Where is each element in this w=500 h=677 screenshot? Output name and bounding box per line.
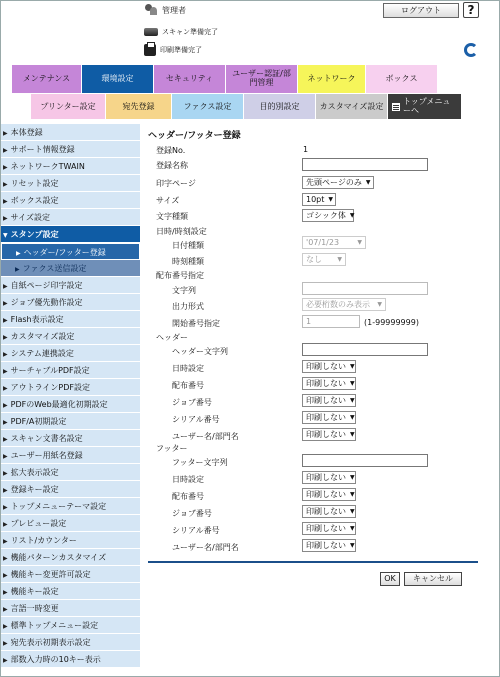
arrow-right-icon: ▶ (3, 623, 8, 630)
dropdown-arrow-icon: ▼ (350, 474, 355, 481)
time-type-select[interactable]: なし ▼ (302, 253, 346, 266)
start-input[interactable]: 1 (302, 315, 360, 328)
time-type-label: 時刻種類 (172, 257, 204, 266)
format-select[interactable]: 必要桁数のみ表示 ▼ (302, 298, 386, 311)
header-section-label: ヘッダー (156, 333, 188, 342)
divider (148, 561, 478, 563)
user-icon (144, 4, 158, 16)
subtab-fax[interactable]: ファクス設定 (172, 94, 244, 119)
arrow-right-icon: ▶ (3, 538, 8, 545)
tab-maintenance[interactable]: メンテナンス (12, 65, 82, 93)
arrow-right-icon: ▶ (3, 606, 8, 613)
size-select[interactable]: 10pt ▼ (302, 193, 336, 206)
footer-text-label: フッター文字列 (172, 458, 228, 467)
tab-network[interactable]: ネットワーク (298, 65, 366, 93)
print-status (144, 44, 202, 56)
arrow-right-icon: ▶ (3, 368, 8, 375)
sidebar-item[interactable]: ▶ 機能キー変更許可設定 (1, 566, 140, 583)
sidebar-item[interactable]: ▶ ネットワークTWAIN (1, 158, 140, 175)
arrow-right-icon: ▶ (3, 385, 8, 392)
sidebar-item[interactable]: ▶ カスタマイズ設定 (1, 328, 140, 345)
sidebar-item[interactable]: ▶ プレビュー設定 (1, 515, 140, 532)
sidebar-item[interactable]: ▶ サーチャブルPDF設定 (1, 362, 140, 379)
sidebar-item[interactable]: ▶ 宛先表示初期表示設定 (1, 634, 140, 651)
dropdown-arrow-icon: ▼ (350, 363, 355, 370)
cancel-button[interactable]: キャンセル (404, 572, 462, 586)
arrow-right-icon: ▶ (16, 250, 21, 257)
footer-serial-label: シリアル番号 (172, 526, 220, 535)
arrow-right-icon: ▶ (3, 453, 8, 460)
arrow-right-icon: ▶ (3, 487, 8, 494)
arrow-right-icon: ▶ (3, 283, 8, 290)
header-dist-label: 配布番号 (172, 381, 204, 390)
sidebar-item-stamp[interactable]: ▼ スタンプ設定 (1, 226, 140, 243)
page-title: ヘッダー/フッター登録 (148, 131, 241, 141)
arrow-right-icon: ▶ (3, 164, 8, 171)
arrow-right-icon: ▶ (3, 351, 8, 358)
footer-user-label: ユーザー名/部門名 (172, 543, 239, 552)
sidebar-item[interactable]: ▶ PDF/A初期設定 (1, 413, 140, 430)
sidebar (1, 124, 140, 668)
footer-serial-select[interactable]: 印刷しない ▼ (302, 522, 356, 535)
arrow-right-icon: ▶ (3, 215, 8, 222)
help-button[interactable]: ? (463, 2, 479, 18)
scan-status-text: スキャン準備完了 (162, 28, 218, 36)
arrow-right-icon: ▶ (3, 198, 8, 205)
sidebar-item[interactable]: ▶ アウトラインPDF設定 (1, 379, 140, 396)
arrow-right-icon: ▶ (3, 147, 8, 154)
sidebar-item[interactable]: ▶ ジョブ優先動作設定 (1, 294, 140, 311)
sidebar-item[interactable]: ▶ 自紙ページ印字設定 (1, 277, 140, 294)
header-serial-label: シリアル番号 (172, 415, 220, 424)
header-text-label: ヘッダー文字列 (172, 347, 228, 356)
sidebar-item[interactable]: ▶ PDFのWeb最適化初期設定 (1, 396, 140, 413)
sidebar-item[interactable]: ▶ サイズ設定 (1, 209, 140, 226)
size-label: サイズ (156, 196, 180, 205)
dropdown-arrow-icon: ▼ (365, 179, 371, 186)
arrow-right-icon: ▶ (3, 657, 8, 664)
ok-button[interactable]: OK (380, 572, 400, 586)
footer-job-select[interactable]: 印刷しない ▼ (302, 505, 356, 518)
arrow-right-icon: ▶ (15, 266, 20, 273)
sidebar-item[interactable]: ▶ 拡大表示設定 (1, 464, 140, 481)
arrow-right-icon: ▶ (3, 504, 8, 511)
sidebar-item[interactable]: ▶ リセット設定 (1, 175, 140, 192)
subtab-address[interactable]: 宛先登録 (106, 94, 172, 119)
main-tabs (12, 65, 438, 93)
header-datetime-select[interactable]: 印刷しない ▼ (302, 360, 356, 373)
reg-name-input[interactable] (302, 158, 428, 171)
sidebar-item[interactable]: ▶ 標準トップメニュー設定 (1, 617, 140, 634)
dist-section-label: 配布番号指定 (156, 271, 204, 280)
date-type-label: 日付種類 (172, 241, 204, 250)
header-dist-select[interactable]: 印刷しない ▼ (302, 377, 356, 390)
dropdown-arrow-icon: ▼ (350, 380, 355, 387)
arrow-right-icon: ▶ (3, 589, 8, 596)
tab-user-auth[interactable]: ユーザー認証/部門管理 (226, 65, 298, 93)
menu-icon (392, 103, 400, 111)
dropdown-arrow-icon: ▼ (350, 525, 355, 532)
date-type-select[interactable]: '07/1/23 ▼ (302, 236, 366, 249)
sidebar-item[interactable]: ▶ Flash表示設定 (1, 311, 140, 328)
sidebar-item[interactable]: ▶ 機能パターンカスタマイズ (1, 549, 140, 566)
dropdown-arrow-icon: ▼ (350, 508, 355, 515)
footer-section-label: フッター (156, 444, 188, 453)
footer-user-select[interactable]: 印刷しない ▼ (302, 539, 356, 552)
header-user-select[interactable]: 印刷しない ▼ (302, 428, 356, 441)
dropdown-arrow-icon: ▼ (350, 397, 355, 404)
footer-dist-label: 配布番号 (172, 492, 204, 501)
sidebar-item[interactable]: ▶ 機能キー設定 (1, 583, 140, 600)
print-page-select[interactable]: 先頭ページのみ ▼ (302, 176, 374, 189)
header-job-select[interactable]: 印刷しない ▼ (302, 394, 356, 407)
reg-no-label: 登録No. (156, 146, 186, 155)
datetime-section-label: 日時/時刻設定 (156, 227, 207, 236)
sidebar-subitem-header-footer[interactable]: ▶ ヘッダー/フッター登録 (1, 243, 140, 260)
sidebar-item[interactable]: ▶ リスト/カウンター (1, 532, 140, 549)
start-label: 開始番号指定 (172, 319, 220, 328)
dropdown-arrow-icon: ▼ (337, 256, 342, 263)
chars-input[interactable] (302, 282, 428, 295)
logout-button[interactable]: ログアウト (383, 3, 459, 18)
arrow-right-icon: ▶ (3, 402, 8, 409)
sidebar-item[interactable]: ▶ 登録キー設定 (1, 481, 140, 498)
refresh-icon[interactable] (464, 43, 478, 57)
tab-box[interactable]: ボックス (366, 65, 438, 93)
sub-tabs (31, 94, 462, 119)
sidebar-item[interactable]: ▶ スキャン文書名設定 (1, 430, 140, 447)
sidebar-item[interactable]: ▶ システム連携設定 (1, 345, 140, 362)
scanner-icon (144, 28, 158, 36)
dropdown-arrow-icon: ▼ (350, 542, 355, 549)
sidebar-subitem-fax-send[interactable]: ▶ ファクス送信設定 (1, 260, 140, 277)
start-range: (1-99999999) (364, 318, 419, 327)
tab-security[interactable]: セキュリティ (154, 65, 226, 93)
arrow-down-icon: ▼ (3, 232, 8, 239)
print-status-text: 印刷準備完了 (160, 46, 202, 54)
subtab-customize[interactable]: カスタマイズ設定 (316, 94, 388, 119)
arrow-right-icon: ▶ (3, 470, 8, 477)
dropdown-arrow-icon: ▼ (349, 212, 355, 219)
footer-text-input[interactable] (302, 454, 428, 467)
footer-job-label: ジョブ番号 (172, 509, 212, 518)
font-select[interactable]: ゴシック体 ▼ (302, 209, 354, 222)
arrow-right-icon: ▶ (3, 419, 8, 426)
sidebar-item[interactable]: ▶ 本体登録 (1, 124, 140, 141)
reg-no-value: 1 (303, 145, 309, 154)
sidebar-item[interactable]: ▶ ユーザー用紙名登録 (1, 447, 140, 464)
scan-status (144, 27, 218, 37)
arrow-right-icon: ▶ (3, 130, 8, 137)
arrow-right-icon: ▶ (3, 572, 8, 579)
header-serial-select[interactable]: 印刷しない ▼ (302, 411, 356, 424)
arrow-right-icon: ▶ (3, 300, 8, 307)
sidebar-item[interactable]: ▶ サポート情報登録 (1, 141, 140, 158)
arrow-right-icon: ▶ (3, 181, 8, 188)
format-label: 出力形式 (172, 302, 204, 311)
user-info (144, 4, 186, 16)
arrow-right-icon: ▶ (3, 436, 8, 443)
printer-icon (144, 44, 156, 56)
dropdown-arrow-icon: ▼ (350, 414, 355, 421)
sidebar-item[interactable]: ▶ ボックス設定 (1, 192, 140, 209)
header-datetime-label: 日時設定 (172, 364, 204, 373)
arrow-right-icon: ▶ (3, 521, 8, 528)
header-text-input[interactable] (302, 343, 428, 356)
header-user-label: ユーザー名/部門名 (172, 432, 239, 441)
subtab-printer[interactable]: プリンター設定 (31, 94, 106, 119)
dropdown-arrow-icon: ▼ (328, 196, 334, 203)
user-label: 管理者 (162, 5, 186, 15)
dropdown-arrow-icon: ▼ (350, 431, 355, 438)
sidebar-item[interactable]: ▶ 言語一時変更 (1, 600, 140, 617)
dropdown-arrow-icon: ▼ (350, 491, 355, 498)
top-menu-button[interactable] (388, 94, 462, 119)
top-menu-label: トップメニューへ (402, 97, 451, 115)
tab-environment[interactable]: 環境設定 (82, 65, 154, 93)
arrow-right-icon: ▶ (3, 317, 8, 324)
footer-datetime-label: 日時設定 (172, 475, 204, 484)
reg-name-label: 登録名称 (156, 161, 188, 170)
arrow-right-icon: ▶ (3, 640, 8, 647)
font-label: 文字種類 (156, 212, 188, 221)
arrow-right-icon: ▶ (3, 555, 8, 562)
sidebar-item[interactable]: ▶ トップメニューテーマ設定 (1, 498, 140, 515)
footer-datetime-select[interactable]: 印刷しない ▼ (302, 471, 356, 484)
dropdown-arrow-icon: ▼ (377, 301, 382, 308)
chars-label: 文字列 (172, 286, 196, 295)
footer-dist-select[interactable]: 印刷しない ▼ (302, 488, 356, 501)
print-page-label: 印字ページ (156, 179, 196, 188)
arrow-right-icon: ▶ (3, 334, 8, 341)
sidebar-item[interactable]: ▶ 部数入力時の10キー表示 (1, 651, 140, 668)
subtab-purpose[interactable]: 目的別設定 (244, 94, 316, 119)
dropdown-arrow-icon: ▼ (357, 239, 362, 246)
header-job-label: ジョブ番号 (172, 398, 212, 407)
